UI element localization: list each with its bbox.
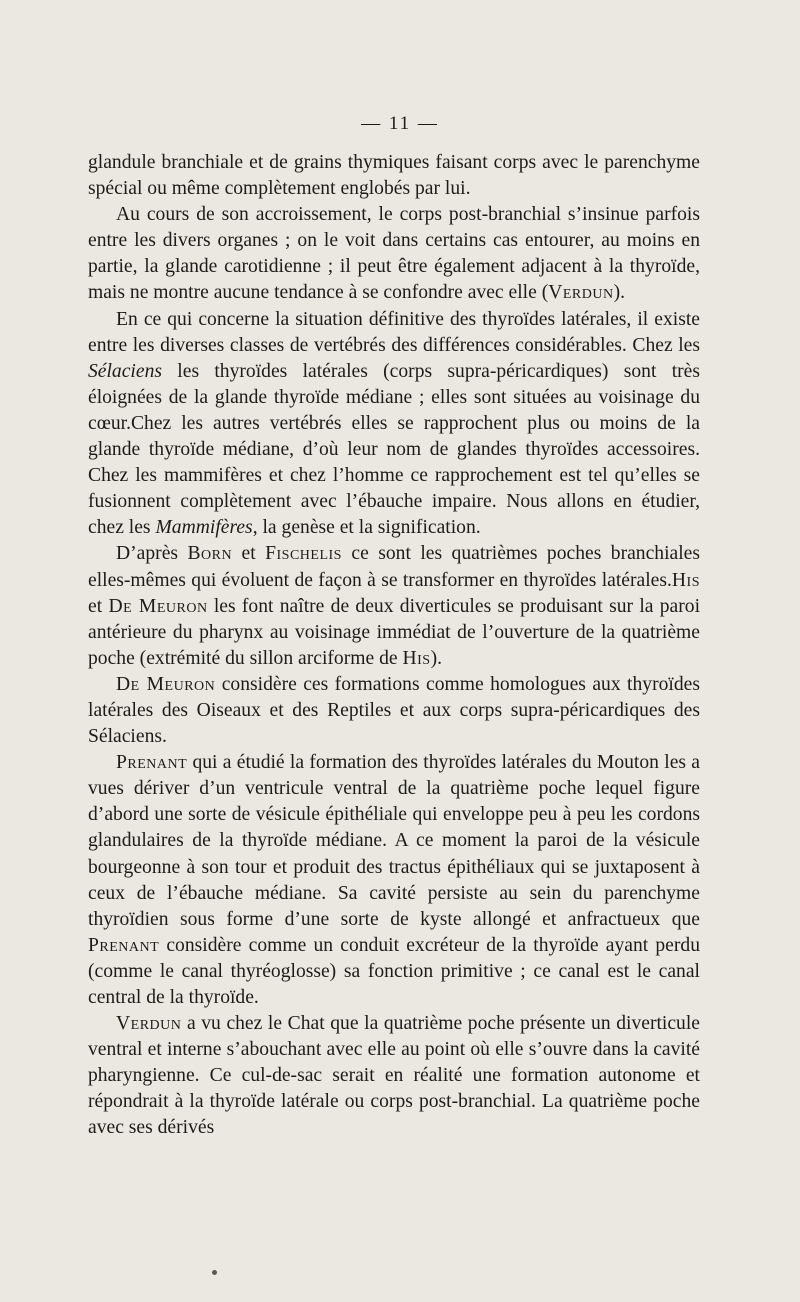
author-name: Prenant [116,752,188,774]
author-name: Verdun [116,1013,182,1035]
body-text [88,150,700,1142]
ink-speck [212,1270,217,1275]
taxon-name: Sélaciens [88,360,162,382]
paragraph-7: Verdun a vu chez le Chat que la quatrième poche présente un diverticule ventral et interne s’abouchant avec elle au point où elle s’ouvre dans la cavité pharyngienne. Ce cul-de-sac serait en réalité une formation autonome et répondrait à la thyroïde latérale ou corps post-branchial. La quatrième poche avec ses dérivés [88,1013,700,1139]
paragraph-4: D’après Born et Fischelis ce sont les quatrièmes poches branchiales elles-mêmes qui évoluent de façon à se transformer en thyroïdes latérales.His et De Meuron les font naître de deux diverticules se produisant sur la paroi antérieure du pharynx au voisinage immédiat de l’ouverture de la quatrième poche (extrémité du sillon arciforme de His). [88,543,701,669]
author-name: De Meuron [108,595,208,617]
paragraph-2: Au cours de son accroissement, le corps post-branchial s’insinue parfois entre les divers organes ; on le voit dans certains cas entourer, au moins en partie, la glande carotidienne ; il peut être également adjacent à la thyroïde, mais ne montre aucune tendance à se confondre avec elle (Verdun). [88,204,700,304]
author-name: Prenant [88,934,160,956]
page-number: — 11 — [361,113,439,134]
author-name: Fischelis [265,543,342,565]
author-name: His [671,569,700,591]
taxon-name: Mammifères [155,517,253,539]
author-name: His [402,647,431,669]
paragraph-1: glandule branchiale et de grains thymiques faisant corps avec le parenchyme spécial ou même complètement englobés par lui. [88,152,700,200]
author-name: De Meuron [116,673,216,695]
paragraph-5: De Meuron considère ces formations comme homologues aux thyroïdes latérales des Oiseaux et des Reptiles et aux corps supra-péricardiques des Sélaciens. [88,673,700,748]
author-name: Born [187,543,233,565]
author-name: Verdun [548,282,614,304]
paragraph-3: En ce qui concerne la situation définitive des thyroïdes latérales, il existe entre les diverses classes de vertébrés des différences considérables. Chez les Sélaciens les thyroïdes latérales (corps supra-péricardiques) sont très éloignées de la glande thyroïde médiane ; elles sont situées au voisinage du cœur.Chez les autres vertébrés elles se rapprochent plus ou moins de la glande thyroïde médiane, d’où leur nom de glandes thyroïdes accessoires. Chez les mammifères et chez l’homme ce rapprochement est tel qu’elles se fusionnent complètement avec l’ébauche impaire. Nous allons en étudier, chez les Mammifères, la genèse et la signification. [88,308,700,539]
paragraph-6: Prenant qui a étudié la formation des thyroïdes latérales du Mouton les a vues dériver d’un ventricule ventral de la quatrième poche lequel figure d’abord une sorte de vésicule épithéliale qui enveloppe peu à peu les cordons glandulaires de la thyroïde médiane. A ce moment la paroi de la vésicule bourgeonne à son tour et produit des tractus épithéliaux qui se juxtaposent à ceux de l’ébauche médiane. Sa cavité persiste au sein du parenchyme thyroïdien sous forme d’une sorte de kyste allongé et anfractueux que Prenant considère comme un conduit excréteur de la thyroïde ayant perdu (comme le canal thyréoglosse) sa fonction primitive ; ce canal est le canal central de la thyroïde. [88,752,700,1008]
